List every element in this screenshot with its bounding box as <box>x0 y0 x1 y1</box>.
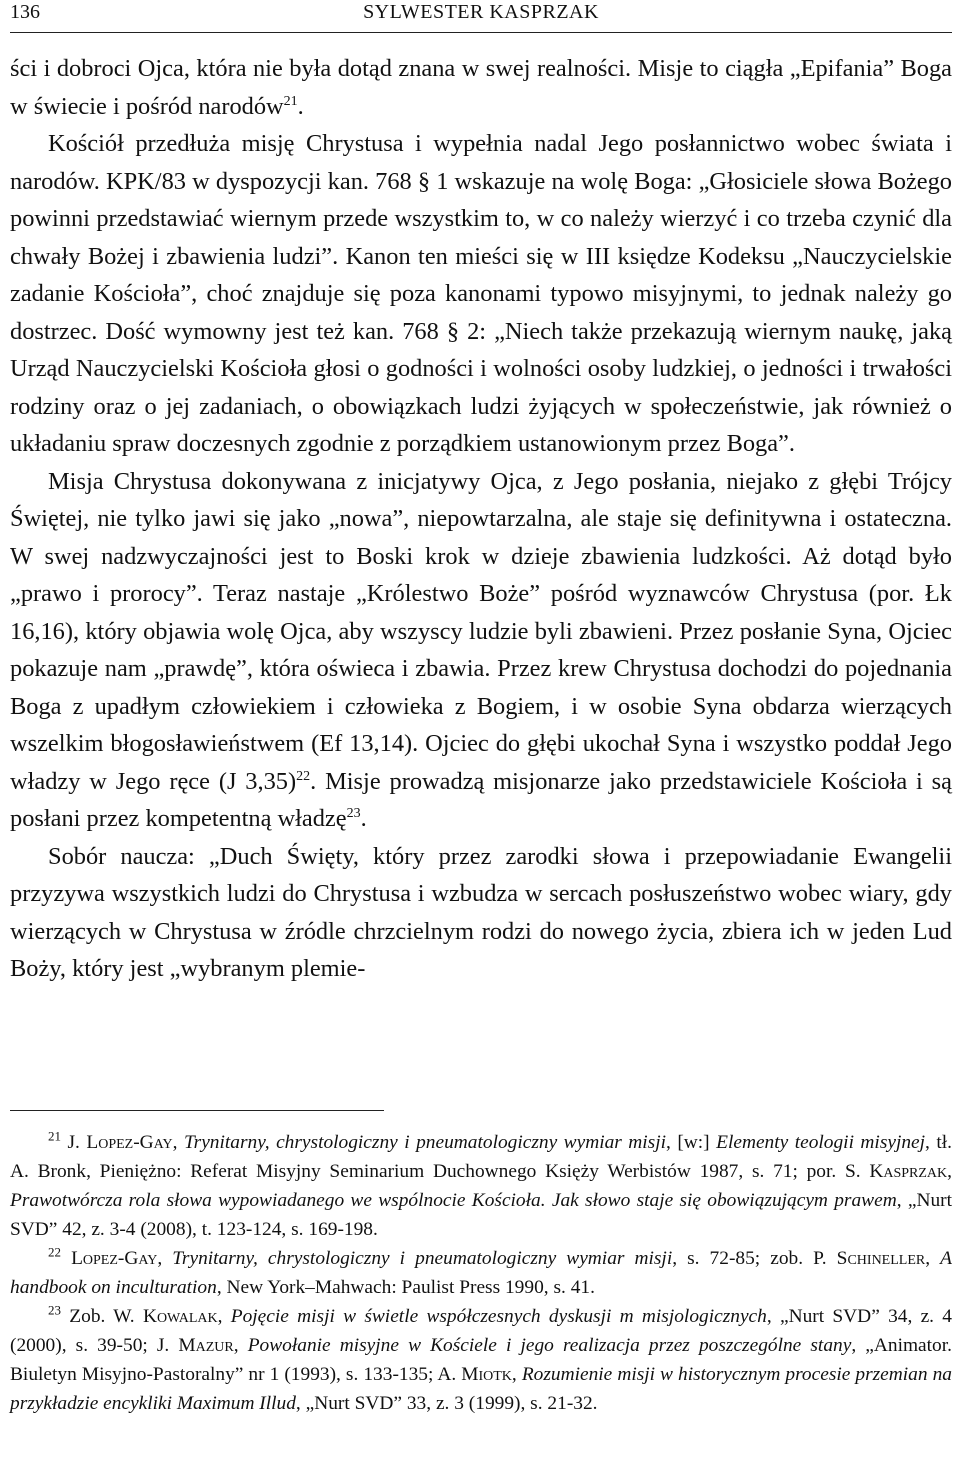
page-number: 136 <box>10 1 40 23</box>
paragraph-3: Misja Chrystusa dokonywana z inicjatywy Ojca, z Jego posłania, niejako z głębi Trójcy Świętej, nie tylko jawi się jako „nowa”, niepowtarzalna, ale staje się definitywna i ostateczna. W swej nadzwyczajności jest to Boski krok w dzieje zbawienia ludzkości. Aż dotąd było „prawo i prorocy”. Teraz nastaje „Królestwo Boże” pośród wyznawców Chrystusa (por. Łk 16,16), który objawia wolę Ojca, aby wszyscy ludzie byli zbawieni. Przez posłanie Syna, Ojciec pokazuje nam „prawdę”, która oświeca i zbawia. Przez krew Chrystusa dochodzi do pojednania Boga z upadłym człowiekiem i człowieka z Bogiem, i w osobie Syna obdarza wierzących wszelkim błogosławieństwem (Ef 13,14). Ojciec do głębi ukochał Syna i wszystko poddał Jego władzy w Jego ręce (J 3,35)$^{22}$. Misje prowadzą misjonarze jako przedstawiciele Kościoła i są posłani przez kompetentną władzę$^{23}$. <box>10 467 952 832</box>
footnote-21: $^{21}$ J. Lopez-Gay, Trynitarny, chrystologiczny i pneumatologiczny wymiar misji, [w:] Elementy teologii misyjnej, tł. A. Bronk, Pieniężno: Referat Misyjny Seminarium Duchownego Księży Werbistów 1987, s. 71; por. S. Kasprzak, Prawotwórcza rola słowa wypowiadanego we wspólnocie Kościoła. Jak słowo staje się obowiązującym prawem, „Nurt SVD” 42, z. 3-4 (2008), t. 123-124, s. 169-198. <box>10 1128 952 1240</box>
paragraph-1: ści i dobroci Ojca, która nie była dotąd znana w swej realności. Misje to ciągła „Epifania” Boga w świecie i pośród narodów$^{21}$. <box>10 55 952 120</box>
footnote-22: $^{22}$ Lopez-Gay, Trynitarny, chrystologiczny i pneumatologiczny wymiar misji, s. 72-85; zob. P. Schineller, A handbook on inculturation, New York–Mahwach: Paulist Press 1990, s. 41. <box>10 1244 952 1298</box>
footnote-ref-23[interactable]: 23 <box>346 805 361 821</box>
footnote-ref-21[interactable]: 21 <box>283 93 298 109</box>
book-page <box>10 0 952 1475</box>
paragraph-4: Sobór naucza: „Duch Święty, który przez zarodki słowa i przepowiadanie Ewangelii przyzywa wszystkich ludzi do Chrystusa i wzbudza w sercach posłuszeństwo wobec wiary, gdy wierzących w Chrystusa w źródle chrzcielnym rodzi do nowego życia, zbiera ich w jeden Lud Boży, który jest „wybranym plemie- <box>10 842 952 982</box>
footnote-separator <box>10 1110 384 1111</box>
footnote-ref-22[interactable]: 22 <box>296 768 311 784</box>
paragraph-2: Kościół przedłuża misję Chrystusa i wypełnia nadal Jego posłannictwo wobec świata i narodów. KPK/83 w dyspozycji kan. 768 § 1 wskazuje na wolę Boga: „Głosiciele słowa Bożego powinni przedstawiać wiernym przede wszystkim to, w co należy wierzyć i co trzeba czynić dla chwały Bożej i zbawienia ludzi”. Kanon ten mieści się w III księdze Kodeksu „Nauczycielskie zadanie Kościoła”, choć znajduje się poza kanonami typowo misyjnymi, to jednak należy go dostrzec. Dość wymowny jest też kan. 768 § 2: „Niech także przekazują wiernym naukę, jaką Urząd Nauczycielski Kościoła głosi o godności i wolności osoby ludzkiej, o jedności i trwałości rodziny oraz o jej zadaniach, o obowiązkach ludzi żyjących w społeczeństwie, jak również o układaniu spraw doczesnych zgodnie z porządkiem ustanowionym przez Boga”. <box>10 130 952 457</box>
footnote-23: $^{23}$ Zob. W. Kowalak, Pojęcie misji w świetle współczesnych dyskusji m misjologicznych, „Nurt SVD” 34, z. 4 (2000), s. 39-50; J. Mazur, Powołanie misyjne w Kościele i jego realizacja przez poszczególne stany, „Animator. Biuletyn Misyjno-Pastoralny” nr 1 (1993), s. 133-135; A. Miotk, Rozumienie misji w historycznym procesie przemian na przykładzie encykliki Maximum Illud, „Nurt SVD” 33, z. 3 (1999), s. 21-32. <box>10 1302 952 1414</box>
main-text <box>10 50 952 988</box>
footnotes <box>10 1128 952 1418</box>
running-head: SYLWESTER KASPRZAK <box>363 1 599 23</box>
header-rule <box>10 32 952 33</box>
